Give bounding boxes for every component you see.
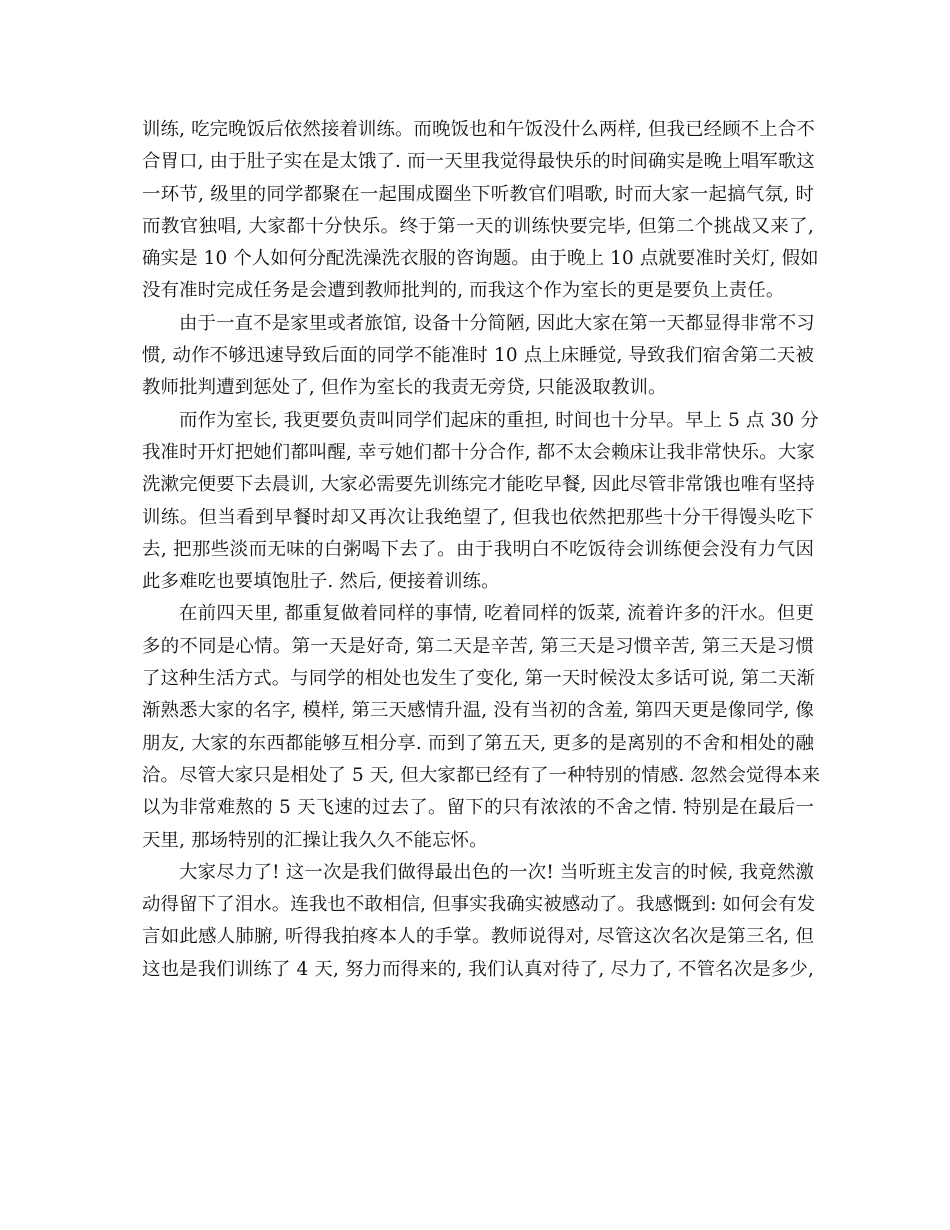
text-line: 确实是 10 个人如何分配洗澡洗衣服的咨询题。由于晚上 10 点就要准时关灯, 假如 <box>142 248 819 270</box>
text-line: 朋友, 大家的东西都能够互相分享. 而到了第五天, 更多的是离别的不舍和相处的融 <box>142 732 814 754</box>
text-line: 合胃口, 由于肚子实在是太饿了. 而一天里我觉得最快乐的时间确实是晚上唱军歌这 <box>142 151 815 173</box>
text-line: 渐熟悉大家的名字, 模样, 第三天感情升温, 没有当初的含羞, 第四天更是像同学, 像 <box>142 700 814 722</box>
text-line: 教师批判遭到惩处了, 但作为室长的我责无旁贷, 只能汲取教训。 <box>142 377 667 399</box>
text-line: 在前四天里, 都重复做着同样的事情, 吃着同样的饭菜, 流着许多的汗水。但更 <box>179 603 814 625</box>
text-line: 多的不同是心情。第一天是好奇, 第二天是辛苦, 第三天是习惯辛苦, 第三天是习惯 <box>142 635 814 657</box>
text-line: 此多难吃也要填饱肚子. 然后, 便接着训练。 <box>142 571 500 593</box>
text-line: 我准时开灯把她们都叫醒, 幸亏她们都十分合作, 都不太会赖床让我非常快乐。大家 <box>142 441 815 463</box>
text-line: 而作为室长, 我更要负责叫同学们起床的重担, 时间也十分早。早上 5 点 30 分 <box>179 409 819 431</box>
text-line: 而教官独唱, 大家都十分快乐。终于第一天的训练快要完毕, 但第二个挑战又来了, <box>142 215 814 237</box>
text-line: 动得留下了泪水。连我也不敢相信, 但事实我确实被感动了。我感慨到: 如何会有发 <box>142 894 816 916</box>
text-line: 训练。但当看到早餐时却又再次让我绝望了, 但我也依然把那些十分干得馒头吃下 <box>142 506 814 528</box>
text-line: 这也是我们训练了 4 天, 努力而得来的, 我们认真对待了, 尽力了, 不管名次是多少, <box>142 958 814 980</box>
text-line: 大家尽力了! 这一次是我们做得最出色的一次! 当听班主发言的时候, 我竟然激 <box>179 861 814 883</box>
text-line: 由于一直不是家里或者旅馆, 设备十分简陋, 因此大家在第一天都显得非常不习 <box>179 312 815 334</box>
text-line: 去, 把那些淡而无味的白粥喝下去了。由于我明白不吃饭待会训练便会没有力气因 <box>142 538 814 560</box>
text-line: 没有准时完成任务是会遭到教师批判的, 而我这个作为室长的更是要负上责任。 <box>142 280 785 302</box>
text-line: 一环节, 级里的同学都聚在一起围成圈坐下听教官们唱歌, 时而大家一起搞气氛, 时 <box>142 183 814 205</box>
text-line: 了这种生活方式。与同学的相处也发生了变化, 第一天时候没太多话可说, 第二天渐 <box>142 668 815 690</box>
text-line: 惯, 动作不够迅速导致后面的同学不能准时 10 点上床睡觉, 导致我们宿舍第二天被 <box>142 345 814 367</box>
text-line: 言如此感人肺腑, 听得我拍疼本人的手掌。教师说得对, 尽管这次名次是第三名, 但 <box>142 926 814 948</box>
text-line: 天里, 那场特别的汇操让我久久不能忘怀。 <box>142 829 488 851</box>
text-line: 训练, 吃完晚饭后依然接着训练。而晚饭也和午饭没什么两样, 但我已经顾不上合不 <box>142 119 815 140</box>
text-line: 洽。尽管大家只是相处了 5 天, 但大家都已经有了一种特别的情感. 忽然会觉得本来 <box>142 764 821 786</box>
text-line: 以为非常难熬的 5 天飞速的过去了。留下的只有浓浓的不舍之情. 特别是在最后一 <box>142 797 814 819</box>
text-line: 洗漱完便要下去晨训, 大家必需要先训练完才能吃早餐, 因此尽管非常饿也唯有坚持 <box>142 474 815 496</box>
body-text <box>142 114 821 986</box>
